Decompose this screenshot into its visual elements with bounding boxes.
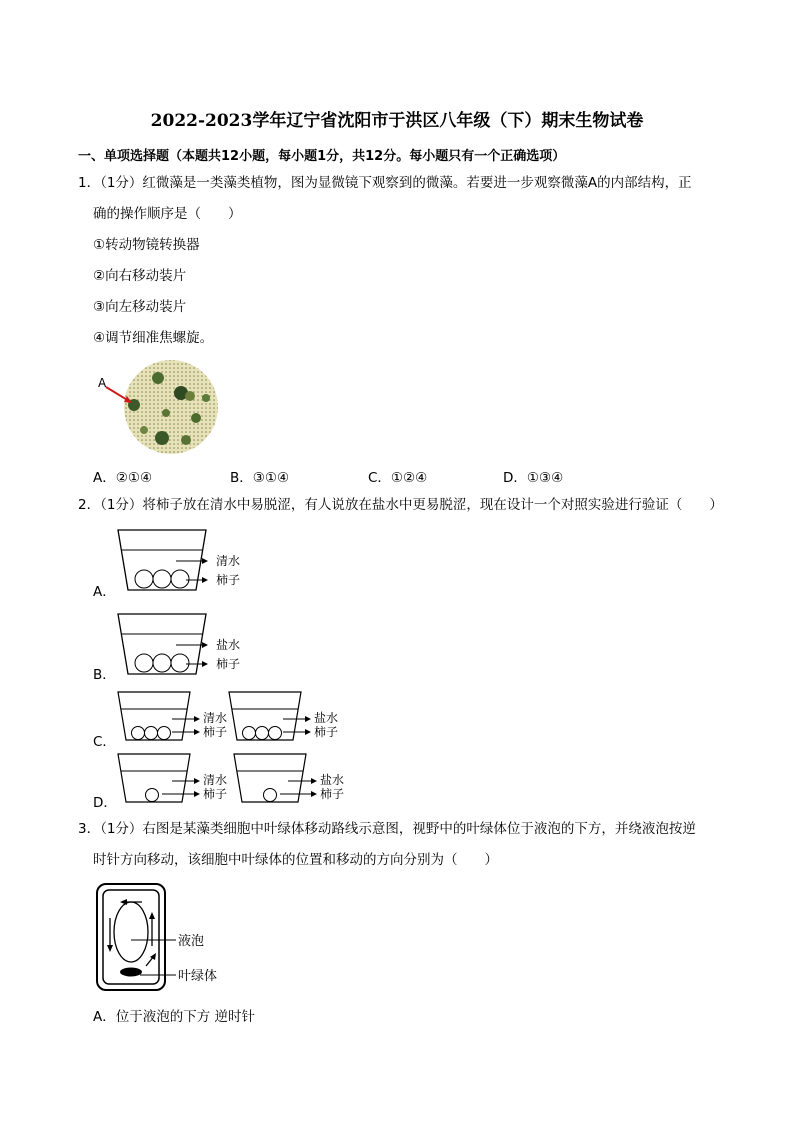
q3-chloroplast-label: 叶绿体 [178, 969, 218, 984]
q1-figure-label-a: A [98, 376, 107, 390]
q2-c-persimmon-label-1: 柿子 [203, 725, 228, 739]
q3-option-a[interactable]: A．位于液泡的下方 逆时针 [93, 1009, 256, 1025]
q2-beaker-a [116, 528, 266, 598]
q2-option-a[interactable]: A． [93, 584, 116, 600]
q2-b-salt-label: 盐水 [216, 638, 241, 652]
q2-c-persimmon-label-2: 柿子 [314, 725, 339, 739]
q1-microscope-figure [96, 358, 226, 458]
q3-cell-figure [94, 880, 254, 995]
page-title: 2022-2023学年辽宁省沈阳市于洪区八年级（下）期末生物试卷 [150, 111, 644, 131]
q3-stem-line1: 3．（1分）右图是某藻类细胞中叶绿体移动路线示意图，视野中的叶绿体位于液泡的下方，并绕液泡按逆 [78, 821, 696, 837]
q2-a-persimmon-label: 柿子 [216, 573, 241, 587]
q2-d-water-label: 清水 [203, 773, 228, 787]
q2-stem-line1: 2．（1分）将柿子放在清水中易脱涩，有人说放在盐水中更易脱涩，现在设计一个对照实验进行验证（ ） [78, 497, 723, 513]
q2-a-water-label: 清水 [216, 554, 241, 568]
q1-option-c[interactable]: C．①②④ [368, 470, 428, 486]
q2-beaker-b [116, 612, 266, 682]
q2-b-persimmon-label: 柿子 [216, 657, 241, 671]
q2-d-persimmon-label-1: 柿子 [203, 787, 228, 801]
q2-option-d[interactable]: D． [93, 795, 117, 811]
q1-step-2: ②向右移动装片 [93, 268, 187, 284]
q2-beakers-c [116, 690, 366, 745]
q1-step-3: ③向左移动装片 [93, 299, 187, 315]
q1-step-1: ①转动物镜转换器 [93, 237, 200, 253]
q3-stem-line2: 时针方向移动，该细胞中叶绿体的位置和移动的方向分别为（ ） [93, 852, 498, 868]
q2-c-water-label: 清水 [203, 711, 228, 725]
q1-step-4: ④调节细准焦螺旋。 [93, 330, 214, 346]
section-heading-1: 一、单项选择题（本题共12小题，每小题1分，共12分。每小题只有一个正确选项） [78, 149, 566, 164]
q1-option-a[interactable]: A．②①④ [93, 470, 153, 486]
q2-d-persimmon-label-2: 柿子 [320, 787, 345, 801]
q1-stem-line1: 1．（1分）红微藻是一类藻类植物，图为显微镜下观察到的微藻。若要进一步观察微藻A的内部结构，正 [78, 175, 692, 191]
q1-option-d[interactable]: D．①③④ [503, 470, 564, 486]
q2-d-salt-label: 盐水 [320, 773, 345, 787]
q1-stem-line2: 确的操作顺序是（ ） [93, 206, 242, 222]
q1-option-b[interactable]: B．③①④ [230, 470, 290, 486]
q2-beakers-d [116, 752, 366, 807]
q2-option-b[interactable]: B． [93, 667, 116, 683]
q2-option-c[interactable]: C． [93, 734, 116, 750]
q2-c-salt-label: 盐水 [314, 711, 339, 725]
q3-vacuole-label: 液泡 [178, 934, 205, 949]
